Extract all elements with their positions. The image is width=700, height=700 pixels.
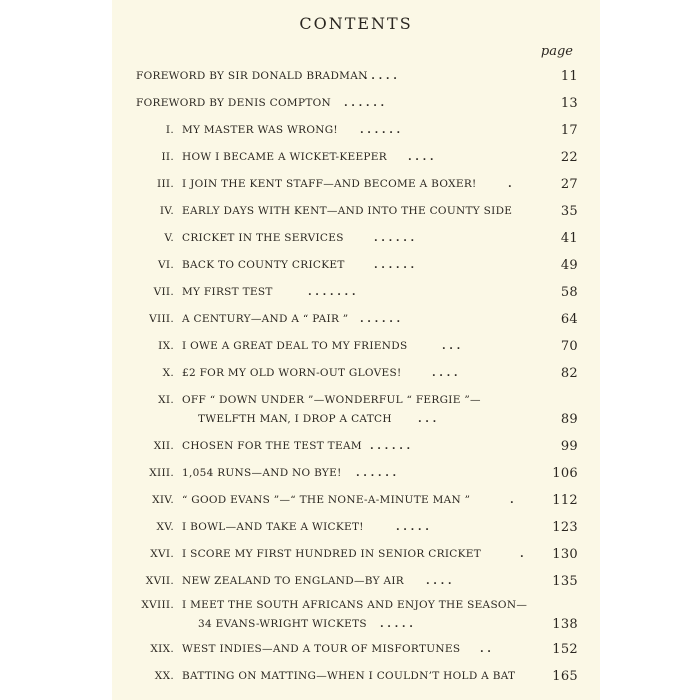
entry-page: 13 bbox=[560, 96, 578, 111]
chapter-number: XVI. bbox=[150, 548, 174, 560]
chapter-number: VI. bbox=[158, 259, 174, 271]
leader-dots: . . . . . bbox=[396, 521, 429, 533]
entry-title: A CENTURY—AND A “ PAIR ” bbox=[182, 313, 349, 325]
chapter-number: IV. bbox=[159, 205, 174, 217]
chapter-number: VII. bbox=[153, 286, 174, 298]
entry-title: I OWE A GREAT DEAL TO MY FRIENDS bbox=[182, 340, 408, 352]
entry-title: BACK TO COUNTY CRICKET bbox=[182, 259, 345, 271]
leader-dots: . . . . . . bbox=[344, 97, 385, 109]
entry-title: WEST INDIES—AND A TOUR OF MISFORTUNES bbox=[182, 643, 461, 655]
entry-page: 106 bbox=[552, 466, 578, 481]
leader-dots: . bbox=[520, 548, 524, 560]
entry-title: CHOSEN FOR THE TEST TEAM bbox=[182, 440, 362, 452]
leader-dots: . . . bbox=[418, 413, 437, 425]
chapter-number: I. bbox=[165, 124, 174, 136]
chapter-number: X. bbox=[162, 367, 174, 379]
chapter-number: XVII. bbox=[145, 575, 174, 587]
chapter-number: VIII. bbox=[149, 313, 174, 325]
chapter-number: XVIII. bbox=[141, 599, 174, 611]
entry-title: I MEET THE SOUTH AFRICANS AND ENJOY THE SEASON— bbox=[182, 599, 528, 611]
leader-dots: . bbox=[508, 178, 512, 190]
entry-title: FOREWORD BY DENIS COMPTON bbox=[136, 97, 332, 109]
leader-dots: . . . . . . . bbox=[308, 286, 356, 298]
entry-page: 130 bbox=[552, 547, 578, 562]
entry-page: 99 bbox=[560, 439, 578, 454]
entry-title: “ GOOD EVANS ”—“ THE NONE-A-MINUTE MAN ” bbox=[182, 494, 471, 506]
entry-page: 138 bbox=[552, 617, 578, 632]
entry-page: 11 bbox=[560, 69, 578, 84]
entry-title: FOREWORD BY SIR DONALD BRADMAN bbox=[136, 70, 368, 82]
chapter-number: IX. bbox=[158, 340, 174, 352]
entry-title: £2 FOR MY OLD WORN-OUT GLOVES! bbox=[182, 367, 402, 379]
page-title: CONTENTS bbox=[299, 14, 413, 33]
entry-title: I JOIN THE KENT STAFF—AND BECOME A BOXER! bbox=[182, 178, 477, 190]
chapter-number: XI. bbox=[158, 394, 174, 406]
leader-dots: . . . . bbox=[426, 575, 452, 587]
leader-dots: . . . . bbox=[432, 367, 458, 379]
chapter-number: II. bbox=[161, 151, 174, 163]
leader-dots: . . . . . bbox=[364, 70, 397, 82]
leader-dots: . bbox=[510, 494, 514, 506]
entry-title: MY MASTER WAS WRONG! bbox=[182, 124, 338, 136]
entry-title: I BOWL—AND TAKE A WICKET! bbox=[182, 521, 364, 533]
leader-dots: . . . bbox=[442, 340, 461, 352]
entry-title: BATTING ON MATTING—WHEN I COULDN’T HOLD A BAT bbox=[182, 670, 516, 682]
chapter-number: V. bbox=[164, 232, 174, 244]
entry-page: 112 bbox=[552, 493, 578, 508]
contents-page bbox=[112, 0, 600, 700]
entry-title: I SCORE MY FIRST HUNDRED IN SENIOR CRICKET bbox=[182, 548, 482, 560]
leader-dots: . . . . . . bbox=[356, 467, 397, 479]
entry-page: 165 bbox=[552, 669, 578, 684]
entry-page: 70 bbox=[560, 339, 578, 354]
chapter-number: XV. bbox=[156, 521, 174, 533]
entry-page: 58 bbox=[560, 285, 578, 300]
entry-page: 123 bbox=[552, 520, 578, 535]
entry-title: HOW I BECAME A WICKET-KEEPER bbox=[182, 151, 387, 163]
entry-page: 17 bbox=[560, 123, 578, 138]
entry-title: EARLY DAYS WITH KENT—AND INTO THE COUNTY SIDE bbox=[182, 205, 513, 217]
entry-page: 152 bbox=[552, 642, 578, 657]
chapter-number: XX. bbox=[154, 670, 174, 682]
leader-dots: . . bbox=[480, 643, 491, 655]
entry-page: 35 bbox=[560, 204, 578, 219]
entry-title-continuation: 34 EVANS-WRIGHT WICKETS bbox=[198, 618, 367, 630]
leader-dots: . . . . . . bbox=[374, 259, 415, 271]
entry-page: 135 bbox=[552, 574, 578, 589]
entry-page: 49 bbox=[560, 258, 578, 273]
entry-page: 89 bbox=[560, 412, 578, 427]
entry-title: OFF “ DOWN UNDER ”—WONDERFUL “ FERGIE ”— bbox=[182, 394, 481, 406]
entry-page: 27 bbox=[560, 177, 578, 192]
entry-page: 41 bbox=[560, 231, 578, 246]
entry-title-continuation: TWELFTH MAN, I DROP A CATCH bbox=[198, 413, 392, 425]
entry-title: MY FIRST TEST bbox=[182, 286, 273, 298]
leader-dots: . . . . . . bbox=[360, 313, 401, 325]
leader-dots: . . . . . . bbox=[370, 440, 411, 452]
entry-page: 22 bbox=[560, 150, 578, 165]
entry-page: 64 bbox=[560, 312, 578, 327]
chapter-number: XII. bbox=[153, 440, 174, 452]
entry-title: CRICKET IN THE SERVICES bbox=[182, 232, 344, 244]
leader-dots: . . . . bbox=[408, 151, 434, 163]
entry-page: 82 bbox=[560, 366, 578, 381]
chapter-number: XIII. bbox=[149, 467, 174, 479]
entry-title: NEW ZEALAND TO ENGLAND—BY AIR bbox=[182, 575, 405, 587]
entry-title: 1,054 RUNS—AND NO BYE! bbox=[182, 467, 342, 479]
leader-dots: . . . . . . bbox=[360, 124, 401, 136]
chapter-number: XIX. bbox=[150, 643, 174, 655]
page-column-label: page bbox=[540, 44, 573, 59]
chapter-number: III. bbox=[157, 178, 174, 190]
leader-dots: . . . . . bbox=[380, 618, 413, 630]
chapter-number: XIV. bbox=[152, 494, 174, 506]
leader-dots: . . . . . . bbox=[374, 232, 415, 244]
